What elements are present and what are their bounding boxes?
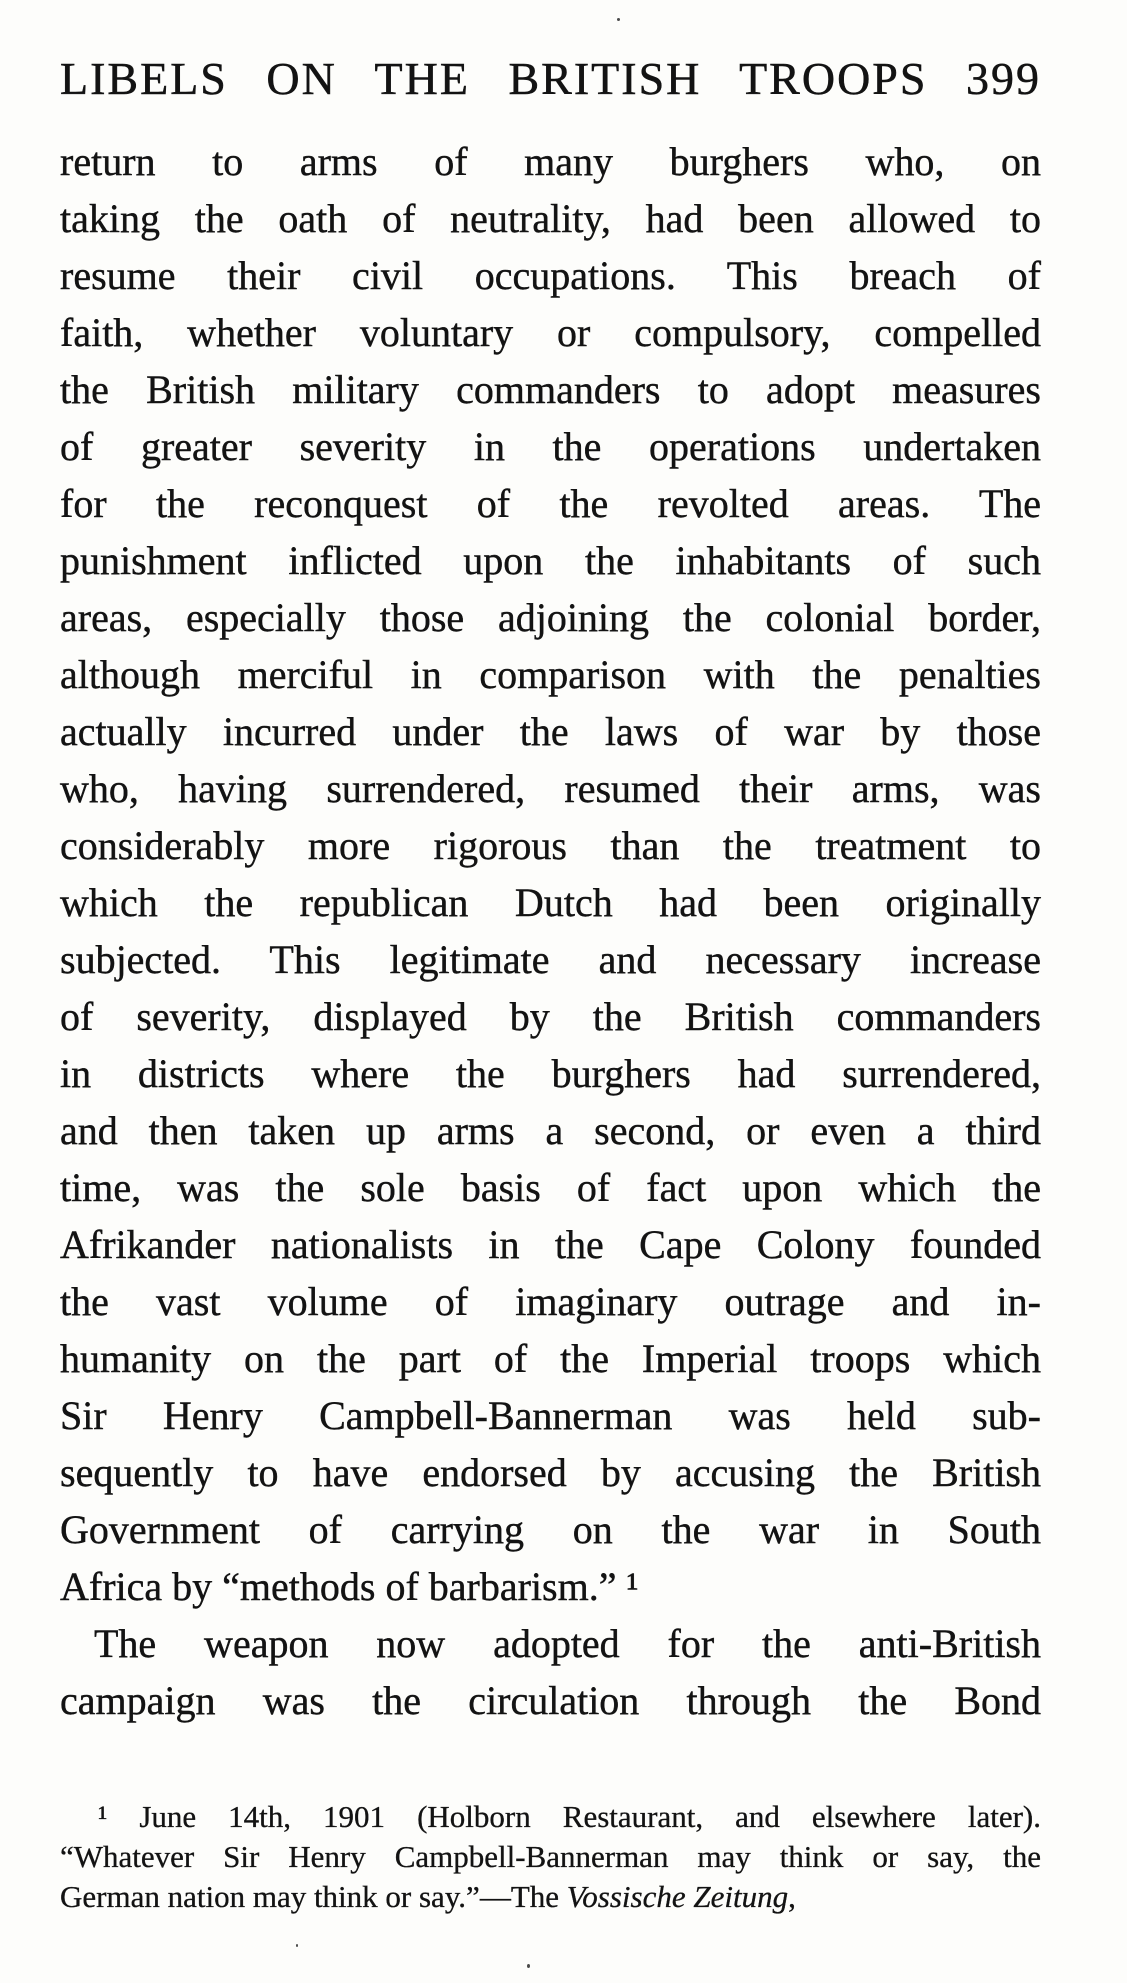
scan-speckle: [527, 1964, 530, 1968]
paragraph-2: [60, 1615, 1041, 1729]
text-line: campaign was the circulation through the Bond: [60, 1678, 1041, 1723]
text-line: who, having surrendered, resumed their arms, was: [60, 766, 1041, 811]
text-line: and then taken up arms a second, or even a third: [60, 1108, 1041, 1153]
page-number: 399: [966, 53, 1041, 104]
footnote-line: [60, 1877, 1041, 1917]
text-line: return to arms of many burghers who, on: [60, 139, 1041, 184]
text-line: Government of carrying on the war in South: [60, 1507, 1041, 1552]
text-line: time, was the sole basis of fact upon which the: [60, 1165, 1041, 1210]
text-line: subjected. This legitimate and necessary increase: [60, 937, 1041, 982]
text-line: which the republican Dutch had been originally: [60, 880, 1041, 925]
chapter-title: LIBELS ON THE BRITISH TROOPS: [60, 53, 928, 104]
text-line: The weapon now adopted for the anti-British: [94, 1621, 1041, 1666]
text-line: faith, whether voluntary or compulsory, compelled: [60, 310, 1041, 355]
text-line: sequently to have endorsed by accusing the British: [60, 1450, 1041, 1495]
cited-work-title: Vossische Zeitung: [566, 1879, 789, 1914]
text-line: of severity, displayed by the British commanders: [60, 994, 1041, 1039]
footnote: [60, 1797, 1041, 1917]
text-line: Afrikander nationalists in the Cape Colony founded: [60, 1222, 1041, 1267]
scan-speckle: [296, 1944, 298, 1947]
text-line: the vast volume of imaginary outrage and in-: [60, 1279, 1041, 1324]
text-line: resume their civil occupations. This breach of: [60, 253, 1041, 298]
text-line: although merciful in comparison with the penalties: [60, 652, 1041, 697]
footnote-line: “Whatever Sir Henry Campbell-Bannerman may think or say, the: [60, 1839, 1041, 1874]
text-line: humanity on the part of the Imperial troops which: [60, 1336, 1041, 1381]
text-line: the British military commanders to adopt measures: [60, 367, 1041, 412]
footnote-text: ,: [788, 1879, 796, 1914]
text-line: in districts where the burghers had surrendered,: [60, 1051, 1041, 1096]
text-line: of greater severity in the operations undertaken: [60, 424, 1041, 469]
body-text: [60, 133, 1041, 1729]
footnote-line: ¹ June 14th, 1901 (Holborn Restaurant, and elsewhere later).: [98, 1799, 1041, 1834]
text-line: considerably more rigorous than the treatment to: [60, 823, 1041, 868]
text-line: Africa by “methods of barbarism.” ¹: [60, 1564, 639, 1609]
text-line: for the reconquest of the revolted areas. The: [60, 481, 1041, 526]
scan-speckle: [617, 18, 620, 21]
footnote-text: German nation may think or say.”—The: [60, 1879, 567, 1914]
text-column: [60, 0, 1041, 1917]
paragraph-1: [60, 133, 1041, 1615]
text-line: taking the oath of neutrality, had been allowed to: [60, 196, 1041, 241]
text-line: areas, especially those adjoining the colonial border,: [60, 595, 1041, 640]
text-line: Sir Henry Campbell-Bannerman was held sub-: [60, 1393, 1041, 1438]
text-line: actually incurred under the laws of war by those: [60, 709, 1041, 754]
running-header: [60, 50, 1041, 107]
text-line: punishment inflicted upon the inhabitants of such: [60, 538, 1041, 583]
